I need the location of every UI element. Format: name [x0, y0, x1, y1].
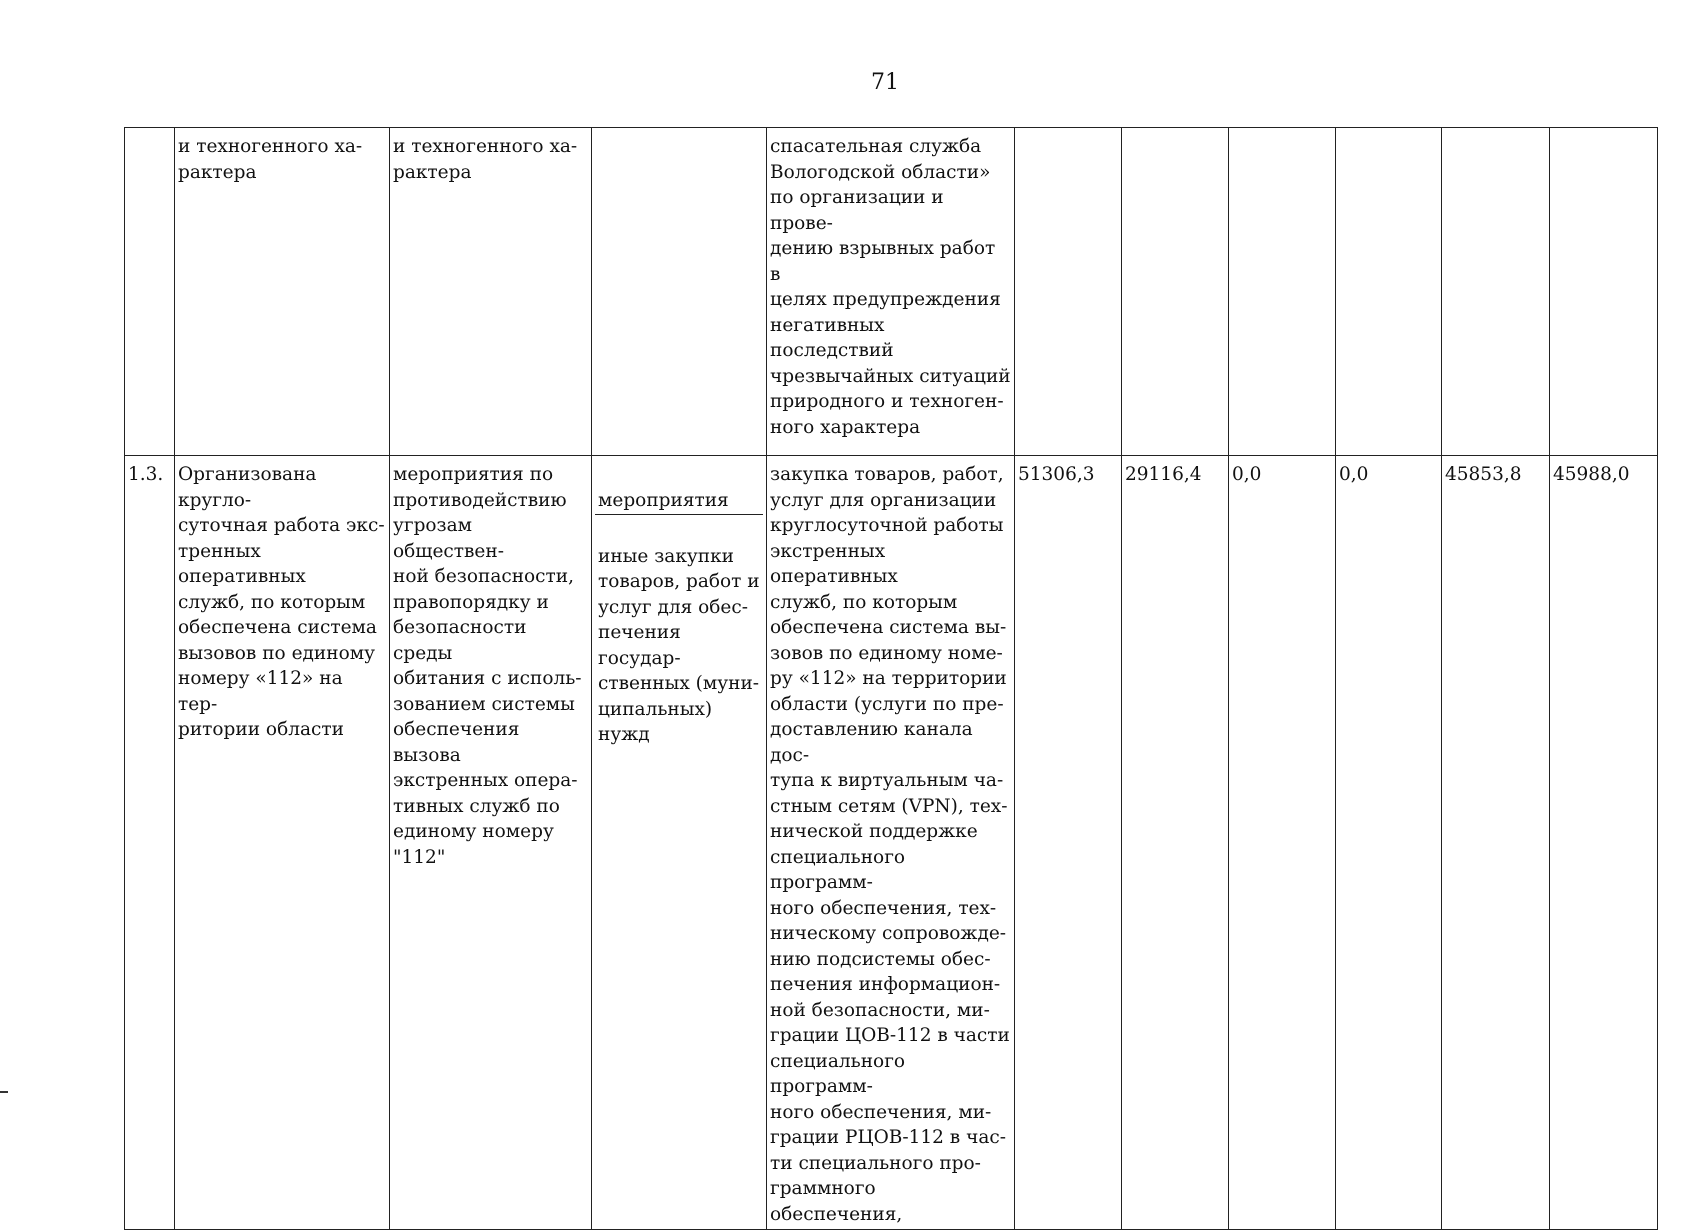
cell-result: Организована кругло- суточная работа экс- тренных оперативных служб, по которым обеспечена система вызовов по единому номеру «112» на тер- ритории области: [175, 456, 390, 1230]
margin-mark: [0, 1091, 8, 1093]
table-row-1-3: [125, 456, 1658, 1230]
cell-value-3: [1229, 128, 1336, 456]
cell-value-5: 45853,8: [1442, 456, 1550, 1230]
cell-value-4: 0,0: [1336, 456, 1442, 1230]
cell-expense-type: [592, 456, 767, 1230]
cell-expense-type: [592, 128, 767, 456]
cell-value-6: [1550, 128, 1658, 456]
cell-value-2: [1122, 128, 1229, 456]
cell-value-4: [1336, 128, 1442, 456]
cell-result: и техногенного ха- рактера: [175, 128, 390, 456]
cell-number: [125, 128, 175, 456]
cell-value-6: 45988,0: [1550, 456, 1658, 1230]
cell-number: 1.3.: [125, 456, 175, 1230]
cell-value-1: 51306,3: [1015, 456, 1122, 1230]
cell-activity: мероприятия по противодействию угрозам обществен- ной безопасности, правопорядку и безопасности среды обитания с исполь- зованием системы обеспечения вызова экстренных опера- тивных служб по единому номеру "112": [390, 456, 592, 1230]
cell-activity: и техногенного ха- рактера: [390, 128, 592, 456]
page-number: 71: [871, 70, 899, 95]
expense-type-category: мероприятия: [595, 488, 763, 516]
table-row-continued: [125, 128, 1658, 456]
cell-value-3: 0,0: [1229, 456, 1336, 1230]
cell-description: закупка товаров, работ, услуг для организации круглосуточной работы экстренных оперативных служб, по которым обеспечена система вы- зовов по единому номе- ру «112» на территории области (услуги по пре- доставлению канала дос- тупа к виртуальным ча- стным сетям (VPN), тех- нической поддержке специального программ- ного обеспечения, тех- ническому сопровожде- нию подсистемы обес- печения информацион- ной безопасности, ми- грации ЦОВ-112 в части специального программ- ного обеспечения, ми- грации РЦОВ-112 в час- ти специального про- граммного обеспечения,: [767, 456, 1015, 1230]
expense-type-detail: иные закупки товаров, работ и услуг для обес- печения государ- ственных (муни- ципальных) нужд: [598, 545, 760, 745]
cell-value-1: [1015, 128, 1122, 456]
cell-value-2: 29116,4: [1122, 456, 1229, 1230]
cell-description: спасательная служба Вологодской области» по организации и прове- дению взрывных работ в целях предупреждения негативных последствий чрезвычайных ситуаций природного и техноген- ного характера: [767, 128, 1015, 456]
cell-value-5: [1442, 128, 1550, 456]
budget-table: [124, 127, 1658, 1230]
